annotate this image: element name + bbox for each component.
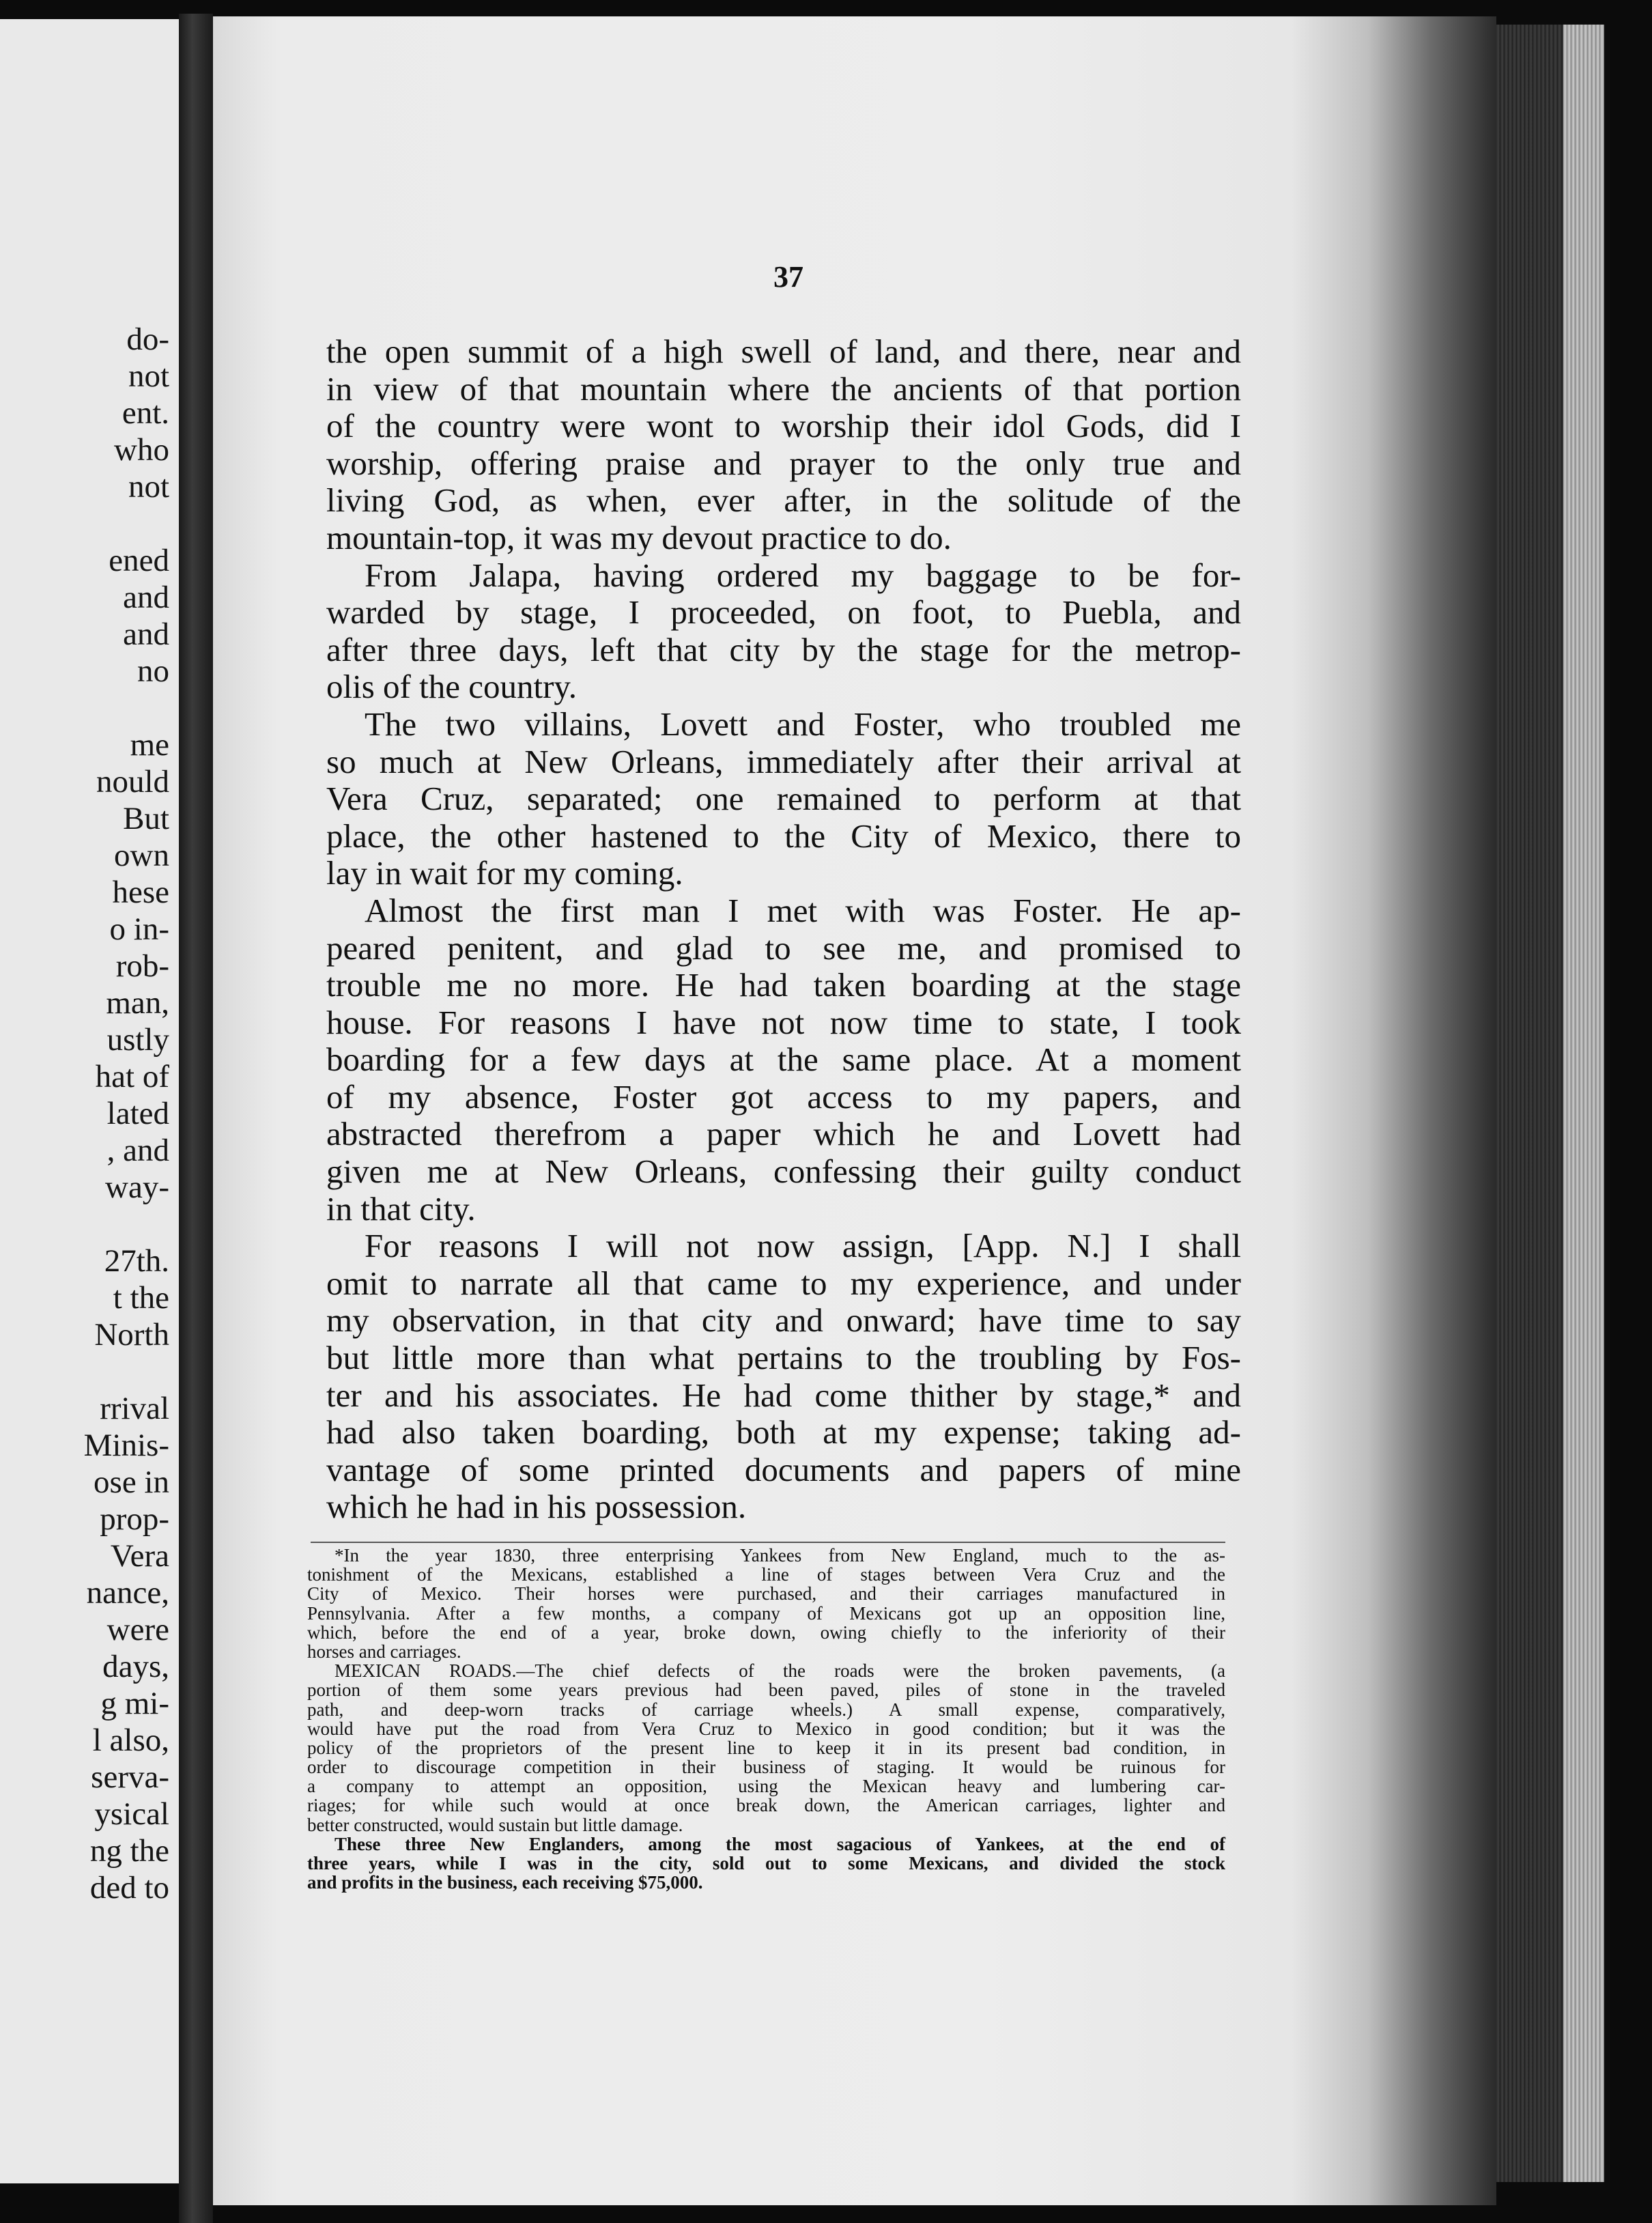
book-gutter xyxy=(179,14,213,2223)
left-page-fragment: hat of xyxy=(95,1059,169,1094)
left-page-fragment: man, xyxy=(106,985,169,1021)
text-line: Vera Cruz, separated; one remained to perform at that xyxy=(326,780,1241,818)
left-page-fragment: 27th. xyxy=(104,1243,169,1279)
text-line: the open summit of a high swell of land, and there, near and xyxy=(326,332,1241,370)
left-page-fragment: lated xyxy=(106,1096,169,1131)
text-line: For reasons I will not now assign, [App. N.] I shall xyxy=(365,1227,1241,1265)
text-line: so much at New Orleans, immediately after their arrival at xyxy=(326,742,1241,780)
paragraph xyxy=(326,333,1241,557)
footnote-line: tonishment of the Mexicans, established a line of stages between Vera Cruz and the xyxy=(307,1564,1225,1585)
left-page-fragment: rob- xyxy=(115,948,169,984)
left-page-fragment: Minis- xyxy=(83,1428,169,1463)
left-page-fragment: and xyxy=(123,617,169,652)
text-line: living God, as when, ever after, in the solitude of the xyxy=(326,481,1241,520)
footnote-line: path, and deep-worn tracks of carriage wheels.) A small expense, comparatively, xyxy=(307,1699,1225,1720)
text-line: had also taken boarding, both at my expense; taking ad- xyxy=(326,1413,1241,1452)
footnote xyxy=(307,1835,1225,1893)
text-line: warded by stage, I proceeded, on foot, to Puebla, and xyxy=(326,593,1241,632)
left-page-fragment: who xyxy=(114,432,169,468)
text-line: house. For reasons I have not now time to state, I took xyxy=(326,1003,1241,1041)
footnote-line: horses and carriages. xyxy=(307,1641,461,1662)
text-line: omit to narrate all that came to my experience, and under xyxy=(326,1264,1241,1302)
left-page-fragment: g mi- xyxy=(100,1686,169,1721)
footnote-rule xyxy=(311,1542,1225,1543)
footnote xyxy=(307,1661,1225,1835)
left-page-fragment: days, xyxy=(102,1649,169,1684)
text-line: of the country were wont to worship their idol Gods, did I xyxy=(326,407,1241,445)
text-line: given me at New Orleans, confessing their guilty conduct xyxy=(326,1152,1241,1191)
left-page-fragment: rrival xyxy=(100,1391,169,1426)
left-page-fragment: But xyxy=(123,801,169,836)
left-page-fragment: ysical xyxy=(94,1796,169,1832)
footnote xyxy=(307,1546,1225,1661)
left-page-fragment: and xyxy=(123,580,169,615)
text-line: worship, offering praise and prayer to the only true and xyxy=(326,444,1241,482)
footnote-line: portion of them some years previous had been paved, piles of stone in the traveled xyxy=(307,1680,1225,1701)
text-line: but little more than what pertains to the troubling by Fos- xyxy=(326,1339,1241,1377)
footnote-line: Pennsylvania. After a few months, a company of Mexicans got up an opposition line, xyxy=(307,1602,1225,1624)
text-line: The two villains, Lovett and Foster, who troubled me xyxy=(365,705,1241,743)
text-line: of my absence, Foster got access to my papers, and xyxy=(326,1077,1241,1116)
footnote-line: order to discourage competition in their business of staging. It would be ruinous for xyxy=(307,1757,1225,1778)
paragraph xyxy=(326,557,1241,706)
text-line: trouble me no more. He had taken boarding at the stage xyxy=(326,966,1241,1004)
left-page-fragment: ent. xyxy=(122,395,169,431)
text-line: peared penitent, and glad to see me, and promised to xyxy=(326,929,1241,967)
left-page-fragment: ustly xyxy=(106,1022,169,1058)
text-line: boarding for a few days at the same place. At a moment xyxy=(326,1040,1241,1079)
page-number: 37 xyxy=(773,260,803,294)
paragraph xyxy=(326,706,1241,892)
left-page-fragment: not xyxy=(128,469,169,505)
left-page-fragment: way- xyxy=(105,1170,169,1205)
left-page-fragment: Vera xyxy=(110,1538,169,1574)
paragraph xyxy=(326,1228,1241,1526)
footnote-line: better constructed, would sustain but little damage. xyxy=(307,1814,683,1835)
footnote-line: policy of the proprietors of the present line to keep it in its present bad condition, in xyxy=(307,1737,1225,1758)
footnote-line: *In the year 1830, three enterprising Yankees from New England, much to the as- xyxy=(334,1545,1225,1566)
left-page-fragment: ng the xyxy=(89,1833,169,1869)
left-page-fragment: me xyxy=(130,727,169,763)
text-line: my observation, in that city and onward; have time to say xyxy=(326,1301,1241,1340)
left-page-fragment: not xyxy=(128,358,169,394)
body-text xyxy=(326,333,1241,1526)
footnote-line: three years, while I was in the city, sold out to some Mexicans, and divided the stock xyxy=(307,1853,1225,1873)
footnote-line: which, before the end of a year, broke down, owing chiefly to the inferiority of their xyxy=(307,1622,1225,1643)
left-page-fragment: ded to xyxy=(89,1870,169,1906)
text-line: lay in wait for my coming. xyxy=(326,854,683,892)
facing-left-page xyxy=(0,19,179,2183)
left-page-fragment: North xyxy=(94,1317,169,1353)
left-page-fragment: do- xyxy=(126,322,169,357)
left-page-fragment: nould xyxy=(96,764,169,799)
left-page-fragment: t the xyxy=(113,1280,169,1316)
text-line: abstracted therefrom a paper which he and Lovett had xyxy=(326,1115,1241,1153)
left-page-fragment: , and xyxy=(106,1133,169,1168)
text-line: Almost the first man I met with was Foster. He ap- xyxy=(365,891,1241,929)
left-page-fragment: o in- xyxy=(109,911,169,947)
footnote-line: would have put the road from Vera Cruz to Mexico in good condition; but it was the xyxy=(307,1718,1225,1739)
text-line: in view of that mountain where the ancients of that portion xyxy=(326,369,1241,408)
left-page-fragment: prop- xyxy=(100,1501,169,1537)
left-page-fragment: hese xyxy=(112,875,169,910)
text-line: vantage of some printed documents and papers of mine xyxy=(326,1450,1241,1488)
footnote-line: City of Mexico. Their horses were purchased, and their carriages manufactured in xyxy=(307,1583,1225,1604)
paragraph xyxy=(326,892,1241,1228)
text-line: From Jalapa, having ordered my baggage to be for- xyxy=(365,556,1241,594)
footnote-line: MEXICAN ROADS.—The chief defects of the roads were the broken pavements, (a xyxy=(334,1660,1225,1682)
text-line: in that city. xyxy=(326,1189,476,1228)
text-line: place, the other hastened to the City of Mexico, there to xyxy=(326,817,1241,855)
footnote-line: These three New Englanders, among the most sagacious of Yankees, at the end of xyxy=(334,1833,1225,1854)
text-line: which he had in his possession. xyxy=(326,1488,747,1526)
footnote-line: a company to attempt an opposition, using the Mexican heavy and lumbering car- xyxy=(307,1776,1225,1797)
left-page-fragment: ened xyxy=(109,543,169,578)
text-line: ter and his associates. He had come thither by stage,* and xyxy=(326,1376,1241,1414)
text-line: after three days, left that city by the stage for the metrop- xyxy=(326,630,1241,668)
left-page-fragment: no xyxy=(137,653,169,689)
footnote-line: riages; for while such would at once break down, the American carriages, lighter and xyxy=(307,1795,1225,1816)
footnotes xyxy=(307,1546,1225,1892)
text-line: mountain-top, it was my devout practice to do. xyxy=(326,518,952,556)
left-page-fragment: serva- xyxy=(91,1759,169,1795)
left-page-fragment: ose in xyxy=(94,1464,169,1500)
left-page-fragment: were xyxy=(106,1612,169,1647)
footnote-line: and profits in the business, each receiving $75,000. xyxy=(307,1872,703,1893)
left-page-fragment: nance, xyxy=(86,1575,169,1611)
text-line: olis of the country. xyxy=(326,668,577,706)
left-page-fragment: l also, xyxy=(92,1723,169,1758)
page-edges-light xyxy=(1563,25,1604,2182)
left-page-fragment: own xyxy=(114,838,169,873)
